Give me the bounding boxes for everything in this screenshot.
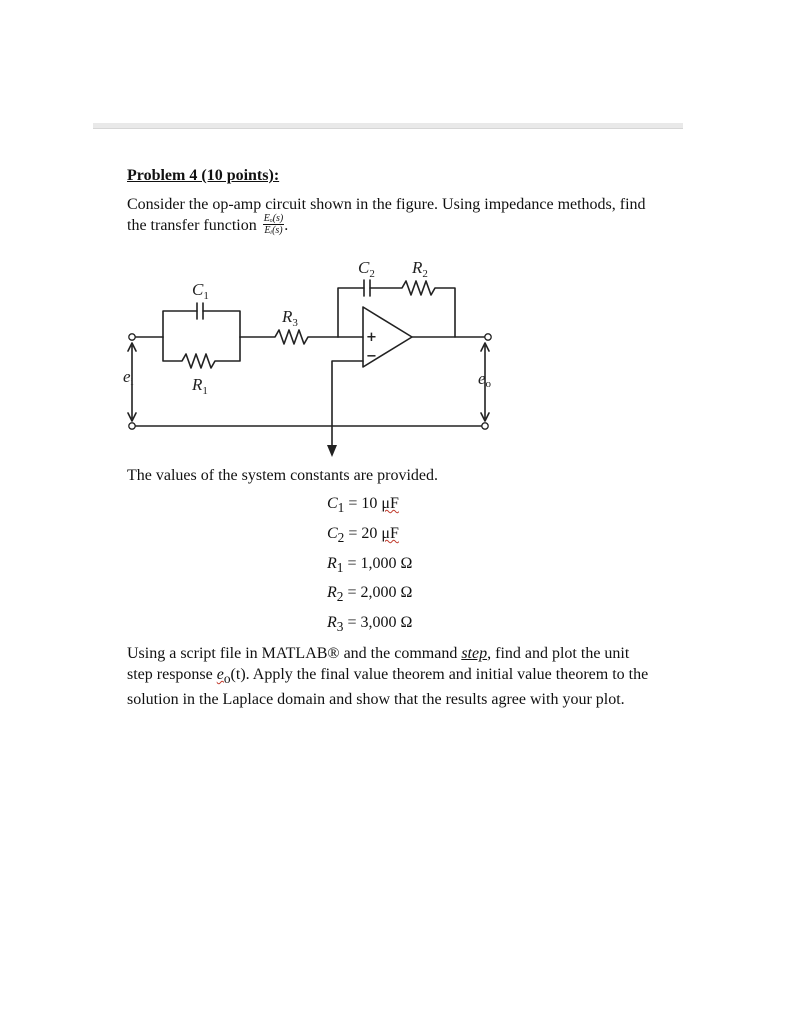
transfer-function-fraction [263, 213, 285, 236]
intro-text: Consider the op-amp circuit shown in the figure. Using impedance methods, find the transfer function [127, 196, 646, 235]
constant-c2: $C_2 = 20$ μF [327, 525, 399, 546]
problem-intro [127, 194, 657, 238]
c1-branch [163, 311, 240, 337]
tf-denominator: Eᵢ(s) [264, 225, 283, 236]
eo-variable: $e_o$ [216, 666, 231, 687]
input-terminal-top [129, 334, 135, 340]
document-top-edge [93, 123, 683, 129]
task-paragraph: Using a script file in MATLAB® and the command step, find and plot the unit step response $e_o(t)$. Apply the final value theorem and initial value theorem to the solution in the Laplace domain and show that the results agree with your plot. [127, 645, 649, 709]
r1-branch [163, 337, 240, 368]
constant-r1: $R_1 = 1,000$ Ω [327, 555, 413, 576]
step-command: step [461, 645, 488, 662]
c1-capacitor-plates [197, 303, 203, 319]
tf-period: . [284, 217, 289, 235]
output-terminal-top [485, 334, 491, 340]
label-r1: $R_1$ [192, 375, 208, 397]
label-ei: ei [123, 367, 134, 388]
opamp-plus-sign: + [366, 330, 377, 345]
input-terminal-bottom [129, 423, 135, 429]
label-r2: $R_2$ [412, 258, 428, 280]
ground-arrowhead [327, 445, 337, 457]
problem-title: Problem 4 (10 points): [127, 167, 280, 184]
r3-resistor [240, 330, 338, 344]
tf-numerator: Eₒ(s) [263, 213, 284, 224]
constant-r3: $R_3 = 3,000$ Ω [327, 614, 413, 635]
label-r3: $R_3$ [282, 307, 298, 329]
label-eo: eo [478, 369, 492, 390]
c2-capacitor-plates [364, 280, 370, 296]
constant-c1: $C_1 = 10$ μF [327, 495, 399, 516]
op-amp-circuit-diagram [120, 250, 510, 460]
label-c1: $C_1$ [192, 280, 209, 302]
output-terminal-bottom [482, 423, 488, 429]
label-c2: $C_2$ [358, 258, 375, 280]
constant-r2: $R_2 = 2,000$ Ω [327, 584, 413, 605]
c2-r2-feedback [338, 281, 455, 337]
noninverting-ground [332, 361, 363, 450]
opamp-minus-sign: − [366, 349, 377, 364]
constants-intro: The values of the system constants are provided. [127, 467, 439, 484]
